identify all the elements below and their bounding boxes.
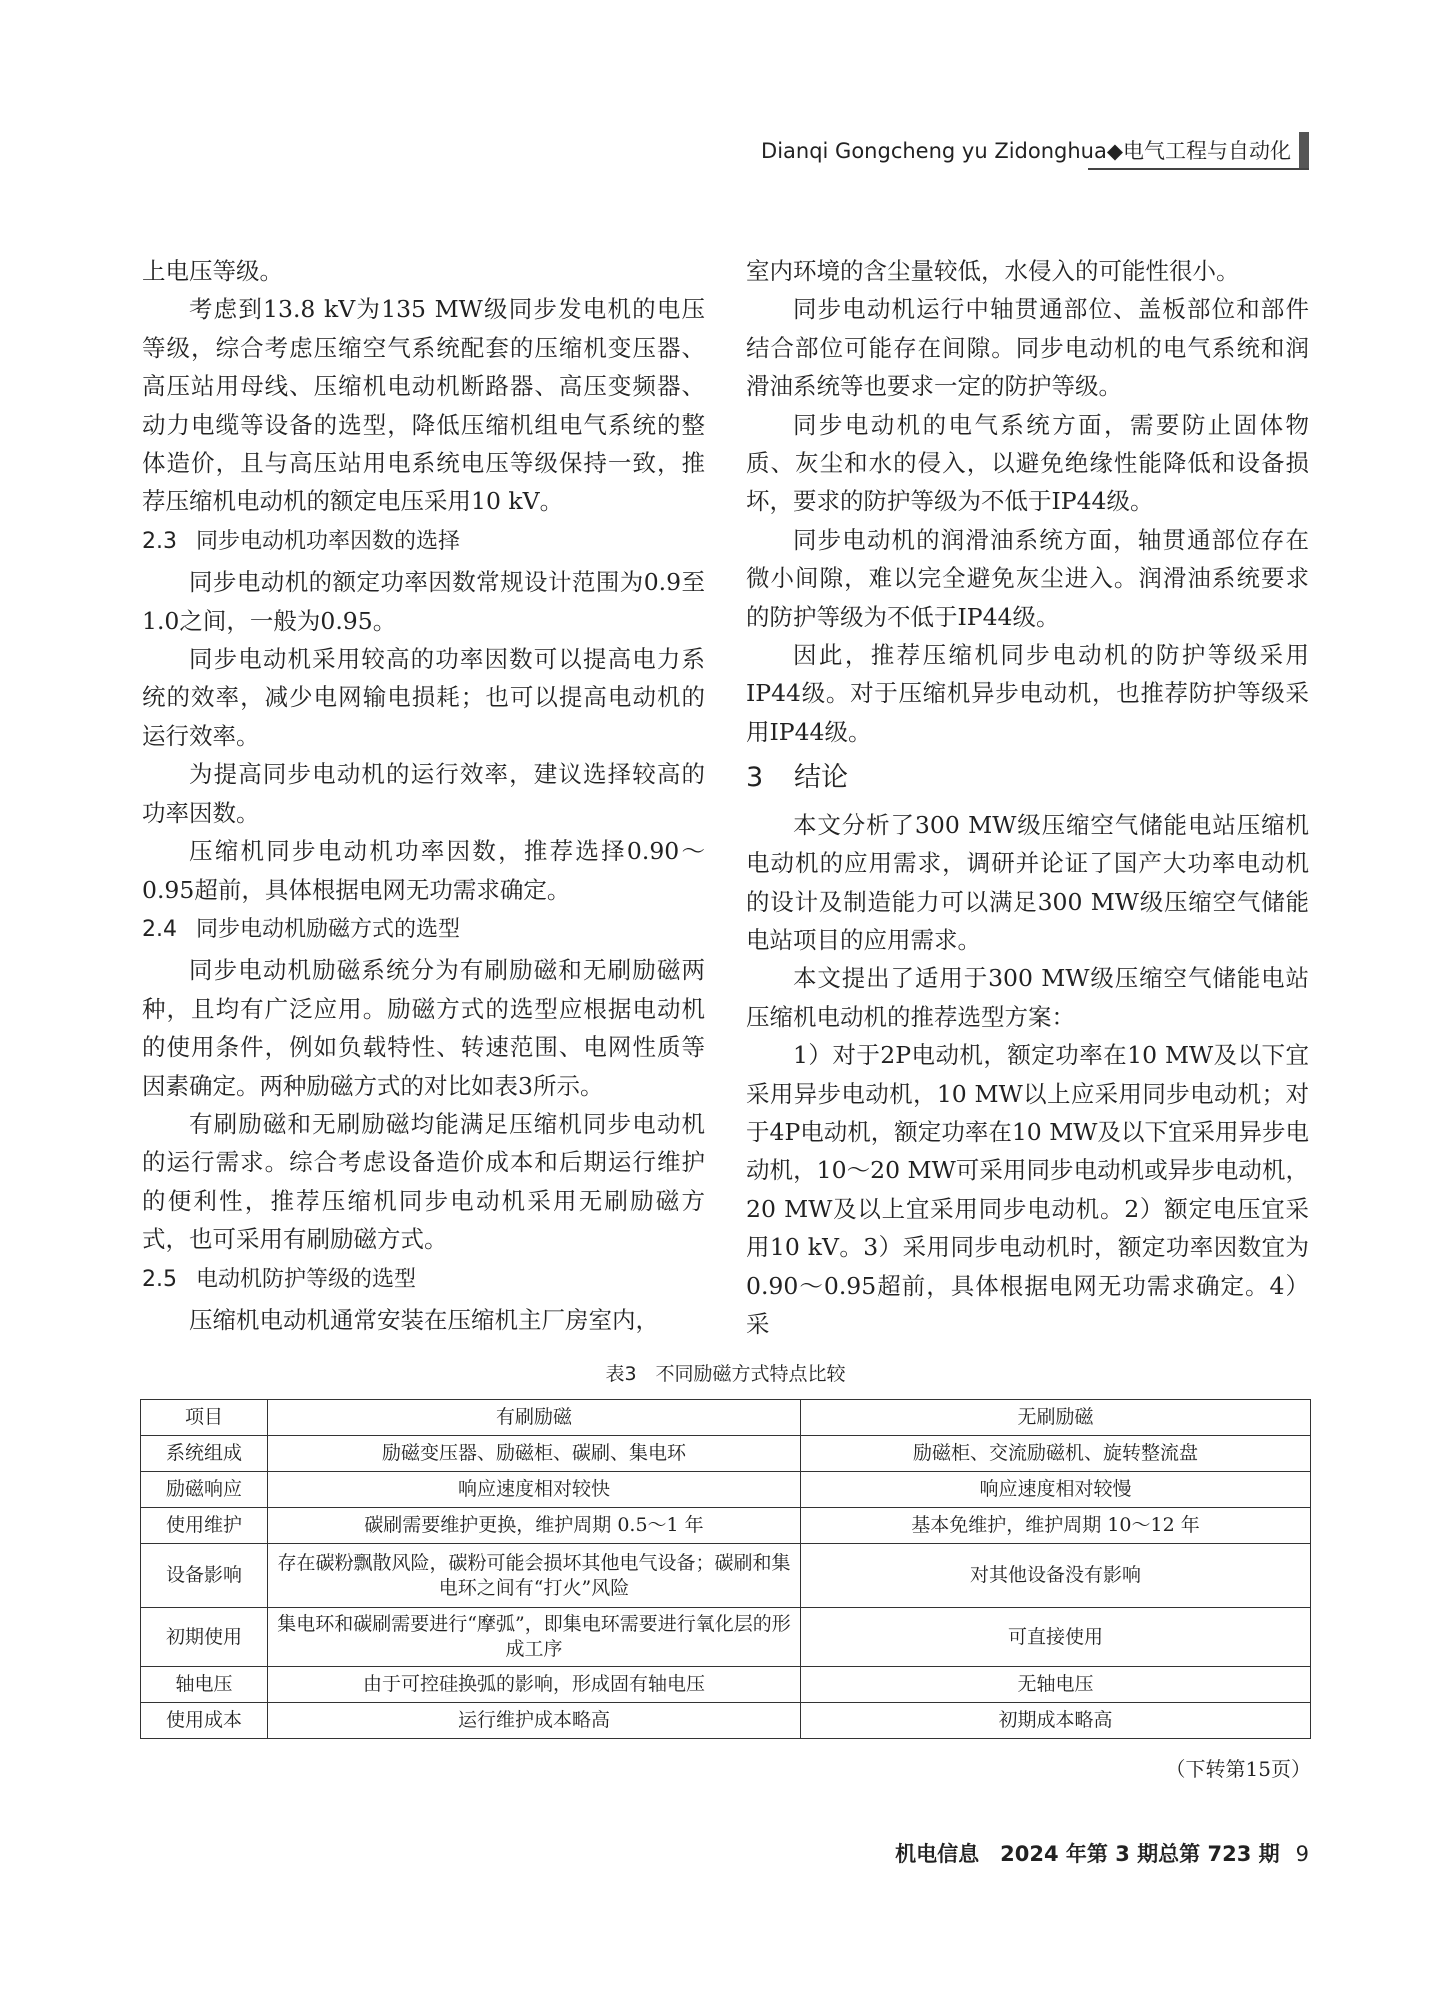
section-heading bbox=[746, 759, 1309, 797]
section-number: 2.4 bbox=[142, 916, 177, 942]
header-rule bbox=[1088, 168, 1309, 170]
paragraph: 为提高同步电动机的运行效率，建议选择较高的功率因数。 bbox=[142, 760, 705, 827]
paragraph: 同步电动机的润滑油系统方面，轴贯通部位存在微小间隙，难以完全避免灰尘进入。润滑油系统要求的防护等级为不低于IP44级。 bbox=[746, 525, 1309, 631]
table-cell: 存在碳粉飘散风险，碳粉可能会损坏其他电气设备；碳刷和集电环之间有“打火”风险 bbox=[268, 1544, 801, 1608]
paragraph: 同步电动机励磁系统分为有刷励磁和无刷励磁两种，且均有广泛应用。励磁方式的选型应根据电动机的使用条件，例如负载特性、转速范围、电网性质等因素确定。两种励磁方式的对比如表3所示。 bbox=[142, 956, 705, 1100]
table-header-cell: 有刷励磁 bbox=[268, 1400, 801, 1436]
table-row bbox=[141, 1508, 1311, 1544]
table-row bbox=[141, 1436, 1311, 1472]
paragraph: 同步电动机运行中轴贯通部位、盖板部位和部件结合部位可能存在间隙。同步电动机的电气系统和润滑油系统等也要求一定的防护等级。 bbox=[746, 295, 1309, 401]
paragraph: 压缩机电动机通常安装在压缩机主厂房室内， bbox=[189, 1305, 659, 1334]
table-cell: 响应速度相对较快 bbox=[268, 1472, 801, 1508]
comparison-table bbox=[140, 1399, 1311, 1739]
table-row bbox=[141, 1544, 1311, 1608]
section-heading bbox=[142, 911, 705, 949]
left-column bbox=[142, 252, 705, 1339]
table-cell: 基本免维护，维护周期 10～12 年 bbox=[801, 1508, 1311, 1544]
paragraph: 本文分析了300 MW级压缩空气储能电站压缩机电动机的应用需求，调研并论证了国产大功率电动机的设计及制造能力可以满足300 MW级压缩空气储能电站项目的应用需求。 bbox=[746, 810, 1309, 954]
table-cell: 碳刷需要维护更换，维护周期 0.5～1 年 bbox=[268, 1508, 801, 1544]
paragraph: 室内环境的含尘量较低，水侵入的可能性很小。 bbox=[746, 257, 1240, 285]
section-title: 电动机防护等级的选型 bbox=[196, 1266, 417, 1292]
paragraph: 本文提出了适用于300 MW级压缩空气储能电站压缩机电动机的推荐选型方案： bbox=[746, 964, 1309, 1031]
table-cell: 初期使用 bbox=[141, 1608, 268, 1667]
table-header-row bbox=[141, 1400, 1311, 1436]
table-header-cell: 项目 bbox=[141, 1400, 268, 1436]
continued-note: （下转第15页） bbox=[1165, 1757, 1311, 1781]
section-number: 2.5 bbox=[142, 1266, 177, 1292]
paragraph: 1）对于2P电动机，额定功率在10 MW及以下宜采用异步电动机，10 MW以上应采用同步电动机；对于4P电动机，额定功率在10 MW及以下宜采用异步电动机，10～20 MW可采用同步电动机或异步电动机，20 MW及以上宜采用同步电动机。2）额定电压宜采用10 kV。3）采用同步电动机时，额定功率因数宜为0.90～0.95超前，具体根据电网无功需求确定。4）采 bbox=[746, 1041, 1309, 1338]
paragraph: 同步电动机采用较高的功率因数可以提高电力系统的效率，减少电网输电损耗；也可以提高电动机的运行效率。 bbox=[142, 645, 705, 750]
table-cell: 无轴电压 bbox=[801, 1667, 1311, 1703]
table-cell: 使用成本 bbox=[141, 1703, 268, 1739]
table-cell: 系统组成 bbox=[141, 1436, 268, 1472]
paragraph: 因此，推荐压缩机同步电动机的防护等级采用IP44级。对于压缩机异步电动机，也推荐防护等级采用IP44级。 bbox=[746, 641, 1309, 746]
running-header bbox=[761, 132, 1309, 168]
table-header-cell: 无刷励磁 bbox=[801, 1400, 1311, 1436]
table-row bbox=[141, 1667, 1311, 1703]
table-cell: 可直接使用 bbox=[801, 1608, 1311, 1667]
table-row bbox=[141, 1608, 1311, 1667]
table-caption: 表3 不同励磁方式特点比较 bbox=[605, 1363, 846, 1385]
paragraph: 有刷励磁和无刷励磁均能满足压缩机同步电动机的运行需求。综合考虑设备造价成本和后期运行维护的便利性，推荐压缩机同步电动机采用无刷励磁方式，也可采用有刷励磁方式。 bbox=[142, 1109, 705, 1254]
table-cell: 对其他设备没有影响 bbox=[801, 1544, 1311, 1608]
page-number: 9 bbox=[1295, 1842, 1309, 1866]
paragraph: 压缩机同步电动机功率因数，推荐选择0.90～0.95超前，具体根据电网无功需求确定。 bbox=[142, 837, 705, 904]
section-title: 结论 bbox=[794, 762, 848, 794]
table-cell: 设备影响 bbox=[141, 1544, 268, 1608]
header-text: Dianqi Gongcheng yu Zidonghua◆电气工程与自动化 bbox=[761, 139, 1291, 163]
section-title: 同步电动机功率因数的选择 bbox=[196, 528, 461, 554]
table-cell: 运行维护成本略高 bbox=[268, 1703, 801, 1739]
paragraph: 考虑到13.8 kV为135 MW级同步发电机的电压等级，综合考虑压缩空气系统配套的压缩机变压器、高压站用母线、压缩机电动机断路器、高压变频器、动力电缆等设备的选型，降低压缩机组电气系统的整体造价，且与高压站用电系统电压等级保持一致，推荐压缩机电动机的额定电压采用10 kV。 bbox=[142, 295, 705, 516]
table-cell: 励磁响应 bbox=[141, 1472, 268, 1508]
table-cell: 响应速度相对较慢 bbox=[801, 1472, 1311, 1508]
table-cell: 使用维护 bbox=[141, 1508, 268, 1544]
table-cell: 初期成本略高 bbox=[801, 1703, 1311, 1739]
paragraph: 同步电动机的电气系统方面，需要防止固体物质、灰尘和水的侵入，以避免绝缘性能降低和设备损坏，要求的防护等级为不低于IP44级。 bbox=[746, 410, 1309, 516]
journal-info: 机电信息 2024 年第 3 期总第 723 期 bbox=[895, 1842, 1280, 1866]
table-cell: 轴电压 bbox=[141, 1667, 268, 1703]
paragraph: 上电压等级。 bbox=[142, 257, 283, 285]
table-cell: 由于可控硅换弧的影响，形成固有轴电压 bbox=[268, 1667, 801, 1703]
section-heading bbox=[142, 1261, 705, 1299]
table-row bbox=[141, 1703, 1311, 1739]
table-cell: 集电环和碳刷需要进行“摩弧”，即集电环需要进行氧化层的形成工序 bbox=[268, 1608, 801, 1667]
right-column bbox=[746, 252, 1309, 1343]
table-cell: 励磁柜、交流励磁机、旋转整流盘 bbox=[801, 1436, 1311, 1472]
section-title: 同步电动机励磁方式的选型 bbox=[196, 916, 461, 942]
section-number: 2.3 bbox=[142, 528, 177, 554]
table-row bbox=[141, 1472, 1311, 1508]
section-number: 3 bbox=[746, 762, 764, 794]
section-heading bbox=[142, 523, 705, 561]
page-footer bbox=[895, 1838, 1309, 1868]
paragraph: 同步电动机的额定功率因数常规设计范围为0.9至1.0之间，一般为0.95。 bbox=[142, 568, 705, 635]
table-cell: 励磁变压器、励磁柜、碳刷、集电环 bbox=[268, 1436, 801, 1472]
header-bar bbox=[1299, 132, 1309, 168]
